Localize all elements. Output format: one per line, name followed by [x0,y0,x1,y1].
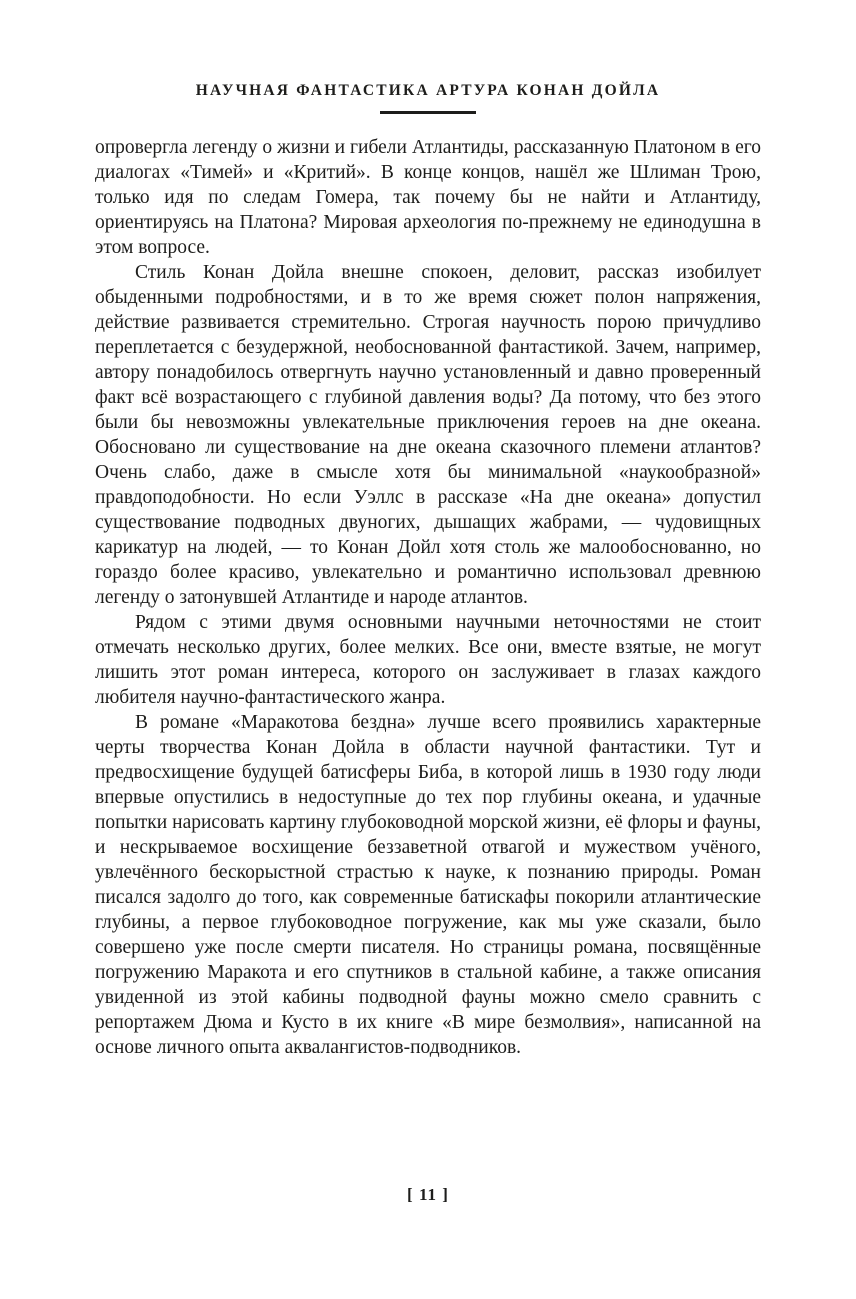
paragraph: Рядом с этими двумя основными научными неточностями не стоит отмечать несколько других, более мелких. Все они, вместе взятые, не могут лишить этот роман интереса, которого он заслуживает в глазах каждого любителя научно-фантастического жанра. [95,611,761,708]
body-text [95,135,761,1060]
paragraph: В романе «Маракотова бездна» лучше всего проявились характерные черты творчества Конан Дойла в области научной фантастики. Тут и предвосхищение будущей батисферы Биба, в которой лишь в 1930 году люди впервые опустились в недоступные до тех пор глубины океана, и удачные попытки нарисовать картину глубоководной морской жизни, её флоры и фауны, и нескрываемое восхищение беззаветной отвагой и мужеством учёного, увлечённого бескорыстной страстью к науке, к познанию природы. Роман писался задолго до того, как современные батискафы покорили атлантические глубины, а первое глубоководное погружение, как мы уже сказали, было совершено уже после смерти писателя. Но страницы романа, посвящённые погружению Маракота и его спутников в стальной кабине, а также описания увиденной из этой кабины подводной фауны можно смело сравнить с репортажем Дюма и Кусто в их книге «В мире безмолвия», написанной на основе личного опыта аквалангистов-подводников. [95,711,761,1058]
paragraph: Стиль Конан Дойла внешне спокоен, деловит, рассказ изобилует обыденными подробностями, и в то же время сюжет полон напряжения, действие развивается стремительно. Строгая научность порою причудливо переплетается с безудержной, необоснованной фантастикой. Зачем, например, автору понадобилось отвергнуть научно установленный и давно проверенный факт всё возрастающего с глубиной давления воды? Да потому, что без этого были бы невозможны увлекательные приключения героев на дне океана. Обосновано ли существование на дне океана сказочного племени атлантов? Очень слабо, даже в смысле хотя бы минимальной «наукообразной» правдоподобности. Но если Уэллс в рассказе «На дне океана» допустил существование подводных двуногих, дышащих жабрами, — чудовищных карикатур на людей, — то Конан Дойл хотя столь же малообоснованно, но гораздо более красиво, увлекательно и романтично использовал древнюю легенду о затонувшей Атлантиде и народе атлантов. [95,261,761,608]
header-rule [380,111,476,114]
running-head: НАУЧНАЯ ФАНТАСТИКА АРТУРА КОНАН ДОЙЛА [195,82,661,99]
page-number: [ 11 ] [407,1185,449,1204]
paragraph: опровергла легенду о жизни и гибели Атлантиды, рассказанную Платоном в его диалогах «Тимей» и «Критий». В конце концов, нашёл же Шлиман Трою, только идя по следам Гомера, так почему бы не найти и Атлантиду, ориентируясь на Платона? Мировая археология по-прежнему не единодушна в этом вопросе. [95,136,761,258]
